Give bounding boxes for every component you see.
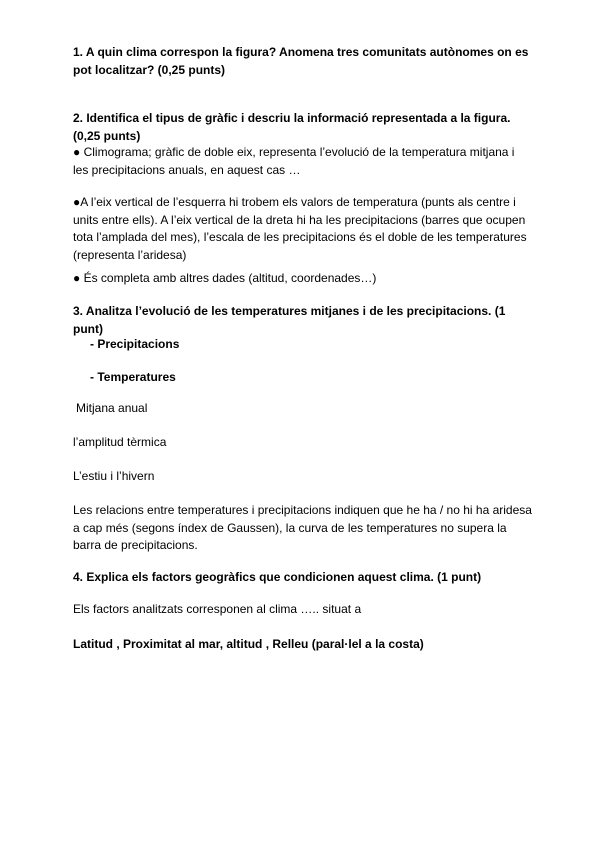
question-3-line-mitjana: Mitjana anual	[76, 401, 148, 415]
question-3-line-amplitud: l’amplitud tèrmica	[73, 435, 167, 449]
question-3-line-estiu: L’estiu i l’hivern	[73, 469, 155, 483]
question-4-title: 4. Explica els factors geogràfics que condicionen aquest clima. (1 punt)	[73, 570, 482, 584]
question-3-item-temperatures: - Temperatures	[90, 370, 176, 384]
question-3-paragraph: Les relacions entre temperatures i precipitacions indiquen que he ha / no hi ha aridesa a cap més (segons índex de Gaussen), la curva de les temperatures no supera la barra de precipitacions.	[73, 503, 532, 552]
question-3-title: 3. Analitza l’evolució de les temperatures mitjanes i de les precipitacions. (1 punt)	[73, 304, 506, 336]
question-2-bullet-3: ● És completa amb altres dades (altitud, coordenades…)	[73, 271, 377, 285]
question-2-bullet-2: ●A l’eix vertical de l’esquerra hi trobem els valors de temperatura (punts als centre i units entre ells). A l’eix vertical de la dreta hi ha les precipitacions (barres que ocupen tota l’amplada del mes), l’escala de les precipitacions és el doble de les temperatures (representa l’aridesa)	[73, 195, 527, 262]
question-2-bullet-1: ● Climograma; gràfic de doble eix, representa l’evolució de la temperatura mitjana i les precipitacions anuals, en aquest cas …	[73, 145, 515, 177]
question-2-title: 2. Identifica el tipus de gràfic i descriu la informació representada a la figura. (0,25 punts)	[73, 111, 511, 143]
question-4-factors: Latitud , Proximitat al mar, altitud , Relleu (paral·lel a la costa)	[73, 637, 424, 651]
question-1-title: 1. A quin clima correspon la figura? Anomena tres comunitats autònomes on es pot localitzar? (0,25 punts)	[73, 45, 529, 77]
question-4-line: Els factors analitzats corresponen al clima ….. situat a	[73, 602, 362, 616]
question-3-item-precipitacions: - Precipitacions	[90, 337, 180, 351]
